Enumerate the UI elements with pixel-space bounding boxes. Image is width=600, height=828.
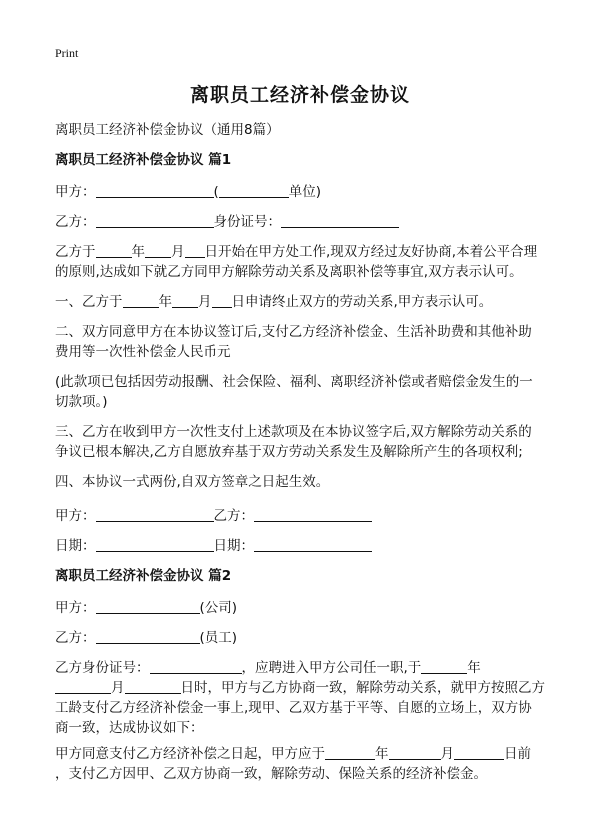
section2-date-line	[55, 678, 545, 698]
section1-para1	[55, 242, 541, 282]
para1-rest: 日开始在甲方处工作,现双方经过友好协商,本着公平合理的原则,达成如下就乙方同甲方解除劳动关系及离职补偿等事宜,双方表示认可。	[55, 244, 538, 280]
section2-agree2: ，支付乙方因甲、乙双方协商一致，解除劳动、保险关系的经济补偿金。	[55, 766, 487, 782]
agree-day-blank[interactable]	[454, 745, 504, 760]
section1-party-b-line	[55, 212, 399, 232]
item1-rest: 日申请终止双方的劳动关系,甲方表示认可。	[231, 294, 493, 310]
section1-item3: 三、乙方在收到甲方一次性支付上述款项及在本协议签字后,双方解除劳动关系的争议已根本解决,乙方自愿放弃基于双方劳动关系发生及解除所产生的各项权利;	[55, 424, 532, 460]
s2-party-b-label: 乙方：	[55, 630, 96, 646]
date-b-label: 日期：	[213, 538, 254, 554]
section2-line3: 商一致，达成协议如下：	[55, 720, 204, 736]
sign-party-b-label: 乙方：	[213, 508, 254, 524]
para1-day-blank[interactable]	[185, 243, 205, 258]
s2-party-a-blank[interactable]	[96, 599, 200, 614]
id-label: 身份证号：	[213, 214, 281, 230]
date-a-label: 日期：	[55, 538, 96, 554]
print-link[interactable]: Print	[55, 46, 79, 60]
para1-month-label: 月	[171, 244, 185, 260]
section2-agree-line	[55, 744, 531, 764]
document-title: 离职员工经济补偿金协议	[189, 84, 410, 106]
item1-year-label: 年	[158, 294, 172, 310]
party-a-name-blank[interactable]	[96, 183, 214, 198]
item1-month-label: 月	[198, 294, 212, 310]
s2-year-blank[interactable]	[421, 659, 467, 674]
agree-day-label: 日前	[504, 746, 531, 762]
agree-year-label: 年	[375, 746, 389, 762]
party-a-label: 甲方：	[55, 184, 96, 200]
s2-party-b-suffix: (员工)	[199, 630, 238, 646]
para1-year-blank[interactable]	[96, 243, 132, 258]
s2-line-rest: 日时，甲方与乙方协商一致，解除劳动关系，就甲方按照乙方	[180, 680, 545, 696]
s2-month-label: 月	[111, 680, 125, 696]
agree-month-label: 月	[440, 746, 454, 762]
item1-day-blank[interactable]	[212, 293, 232, 308]
party-a-unit-blank[interactable]	[219, 183, 289, 198]
item1-year-blank[interactable]	[123, 293, 159, 308]
section2-id-line	[55, 658, 481, 678]
date-a-blank[interactable]	[96, 537, 214, 552]
party-a-paren: (	[213, 184, 219, 200]
sign-party-b-blank[interactable]	[254, 507, 372, 522]
section2-party-b-line	[55, 628, 237, 648]
s2-party-a-label: 甲方：	[55, 600, 96, 616]
section1-item1	[55, 292, 492, 312]
party-a-unit-label: 单位)	[288, 184, 322, 200]
section2-heading: 离职员工经济补偿金协议 篇2	[55, 568, 232, 584]
date-b-blank[interactable]	[254, 537, 372, 552]
agree-year-blank[interactable]	[325, 745, 375, 760]
section1-note: (此款项已包括因劳动报酬、社会保险、福利、离职经济补偿或者赔偿金发生的一切款项。)	[55, 374, 533, 410]
s2-day-blank[interactable]	[125, 679, 181, 694]
s2-id-rest: ，应聘进入甲方公司任一职,于	[241, 660, 422, 676]
s2-id-blank[interactable]	[150, 659, 242, 674]
section1-date-line	[55, 536, 372, 556]
document-subtitle: 离职员工经济补偿金协议（通用8篇）	[55, 122, 280, 138]
party-b-name-blank[interactable]	[96, 213, 214, 228]
para1-start: 乙方于	[55, 244, 96, 260]
sign-party-a-label: 甲方：	[55, 508, 96, 524]
section1-heading: 离职员工经济补偿金协议 篇1	[55, 152, 232, 168]
section1-party-a-line	[55, 182, 321, 202]
s2-party-a-suffix: (公司)	[199, 600, 238, 616]
section1-sign-line	[55, 506, 372, 526]
para1-month-blank[interactable]	[145, 243, 171, 258]
item1-month-blank[interactable]	[172, 293, 198, 308]
item1-start: 一、乙方于	[55, 294, 123, 310]
id-number-blank[interactable]	[281, 213, 399, 228]
s2-leading-blank[interactable]	[55, 679, 111, 694]
party-b-label: 乙方：	[55, 214, 96, 230]
section1-item2: 二、双方同意甲方在本协议签订后,支付乙方经济补偿金、生活补助费和其他补助费用等一次性补偿金人民币元	[55, 324, 532, 360]
section2-line2: 工龄支付乙方经济补偿金一事上,现甲、乙双方基于平等、自愿的立场上，双方协	[55, 700, 532, 716]
agree-start: 甲方同意支付乙方经济补偿之日起，甲方应于	[55, 746, 325, 762]
s2-id-label: 乙方身份证号：	[55, 660, 150, 676]
section2-party-a-line	[55, 598, 237, 618]
s2-party-b-blank[interactable]	[96, 629, 200, 644]
section1-item4: 四、本协议一式两份,自双方签章之日起生效。	[55, 474, 330, 490]
agree-month-blank[interactable]	[389, 745, 441, 760]
para1-year-label: 年	[131, 244, 145, 260]
sign-party-a-blank[interactable]	[96, 507, 214, 522]
s2-year-label: 年	[467, 660, 481, 676]
